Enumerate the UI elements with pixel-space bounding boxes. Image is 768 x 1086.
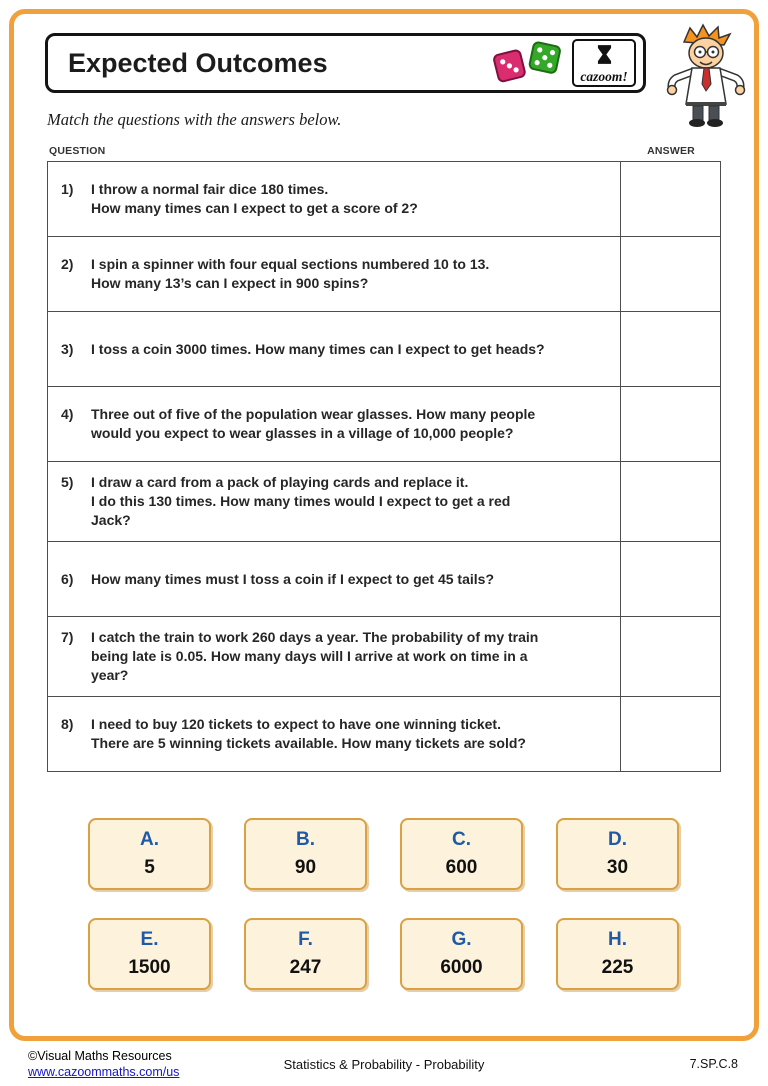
answer-value: 247 xyxy=(289,957,322,978)
answer-value: 6000 xyxy=(440,957,483,978)
answer-value: 5 xyxy=(144,857,155,878)
footer-standard-code: 7.SP.C.8 xyxy=(689,1057,738,1071)
table-row xyxy=(48,162,720,237)
question-number: 3) xyxy=(61,340,74,357)
questions-table xyxy=(47,161,721,772)
answer-letter: D. xyxy=(608,829,627,850)
answer-cell[interactable] xyxy=(620,542,720,616)
question-number: 5) xyxy=(61,474,74,490)
table-row xyxy=(48,462,720,542)
answer-options xyxy=(88,818,679,990)
answer-value: 225 xyxy=(601,957,634,978)
answer-column-header: ANSWER xyxy=(647,145,695,157)
question-cell xyxy=(48,697,620,771)
table-row xyxy=(48,312,720,387)
answer-card[interactable] xyxy=(400,918,523,990)
question-cell xyxy=(48,617,620,696)
answer-letter: A. xyxy=(140,829,159,850)
question-text: I need to buy 120 tickets to expect to have one winning ticket. There are 5 winning tickets available. How many tickets are sold? xyxy=(91,716,526,751)
copyright-text: ©Visual Maths Resources xyxy=(28,1049,172,1063)
answer-cell[interactable] xyxy=(620,312,720,386)
answer-card[interactable] xyxy=(556,818,679,890)
answer-letter: G. xyxy=(451,929,472,950)
question-text: I catch the train to work 260 days a year. The probability of my train being late is 0.05. How many days will I arrive at work on time in a year? xyxy=(91,629,539,683)
answer-cell[interactable] xyxy=(620,162,720,236)
question-cell xyxy=(48,387,620,461)
table-row xyxy=(48,387,720,462)
footer-subject: Statistics & Probability - Probability xyxy=(283,1057,485,1072)
page-title: Expected Outcomes xyxy=(68,47,328,78)
brand-name: cazoom! xyxy=(580,69,628,84)
table-row xyxy=(48,697,720,771)
answer-value: 90 xyxy=(294,857,317,878)
answer-letter: C. xyxy=(452,829,471,850)
title-box xyxy=(45,33,646,93)
question-text: I spin a spinner with four equal sections numbered 10 to 13. How many 13’s can I expect in 900 spins? xyxy=(91,256,490,291)
answer-value: 1500 xyxy=(128,957,171,978)
question-text: Three out of five of the population wear glasses. How many people would you expect to wear glasses in a village of 10,000 people? xyxy=(91,406,536,441)
mascot-character-icon xyxy=(656,22,748,130)
instruction-text: Match the questions with the answers below. xyxy=(47,110,342,129)
dice-icon xyxy=(491,40,567,86)
answer-card[interactable] xyxy=(88,818,211,890)
answer-letter: B. xyxy=(296,829,315,850)
website-link[interactable]: www.cazoommaths.com/us xyxy=(28,1065,180,1079)
question-number: 7) xyxy=(61,629,74,645)
answer-card[interactable] xyxy=(400,818,523,890)
cazoom-logo xyxy=(572,39,636,87)
answer-letter: F. xyxy=(298,929,313,950)
question-number: 1) xyxy=(61,181,74,197)
answer-cell[interactable] xyxy=(620,617,720,696)
answer-card[interactable] xyxy=(244,818,367,890)
answer-card[interactable] xyxy=(88,918,211,990)
question-text: I throw a normal fair dice 180 times. How many times can I expect to get a score of 2? xyxy=(91,181,418,216)
answer-value: 600 xyxy=(445,857,478,878)
question-text: How many times must I toss a coin if I expect to get 45 tails? xyxy=(91,570,494,587)
answer-cell[interactable] xyxy=(620,237,720,311)
header-icons xyxy=(491,39,643,87)
answer-cell[interactable] xyxy=(620,462,720,541)
question-cell xyxy=(48,312,620,386)
answer-letter: H. xyxy=(608,929,627,950)
hourglass-icon xyxy=(597,44,612,65)
question-number: 8) xyxy=(61,716,74,732)
answer-cell[interactable] xyxy=(620,387,720,461)
answer-card[interactable] xyxy=(244,918,367,990)
question-column-header: QUESTION xyxy=(49,145,106,157)
question-number: 4) xyxy=(61,406,74,422)
question-cell xyxy=(48,462,620,541)
answer-value: 30 xyxy=(606,857,629,878)
question-number: 2) xyxy=(61,256,74,272)
table-row xyxy=(48,237,720,312)
table-row xyxy=(48,542,720,617)
table-row xyxy=(48,617,720,697)
answer-letter: E. xyxy=(140,929,159,950)
question-number: 6) xyxy=(61,570,74,587)
question-cell xyxy=(48,237,620,311)
answer-card[interactable] xyxy=(556,918,679,990)
question-cell xyxy=(48,162,620,236)
question-text: I draw a card from a pack of playing cards and replace it. I do this 130 times. How many times would I expect to get a red Jack? xyxy=(91,474,511,528)
question-cell xyxy=(48,542,620,616)
answer-cell[interactable] xyxy=(620,697,720,771)
question-text: I toss a coin 3000 times. How many times can I expect to get heads? xyxy=(91,340,545,357)
